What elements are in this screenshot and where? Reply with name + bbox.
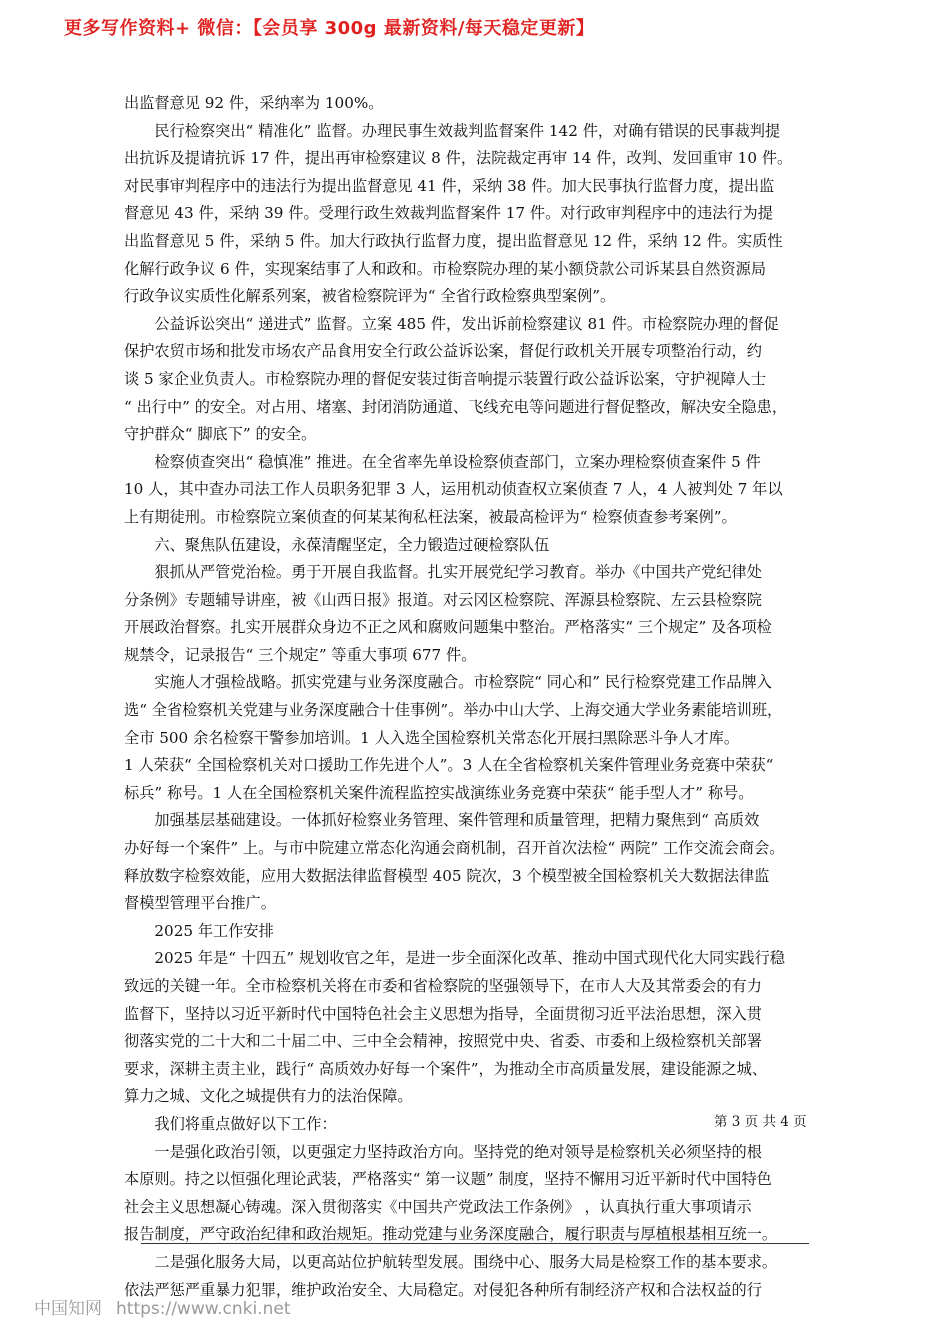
text-line: 标兵” 称号。1 人在全国检察机关案件流程监控实战演练业务竞赛中荣获“ 能手型人才” 称号。 (124, 783, 754, 802)
text-line: 算力之城、文化之城提供有力的法治保障。 (124, 1087, 413, 1106)
text-line: 依法严惩严重暴力犯罪，维护政治安全、大局稳定。对侵犯各种所有制经济产权和合法权益的行 (124, 1280, 762, 1299)
text-line: 本原则。持之以恒强化理论武装，严格落实“ 第一议题” 制度，坚持不懈用习近平新时代中国特色 (124, 1170, 772, 1189)
text-line: 化解行政争议 6 件，实现案结事了人和政和。市检察院办理的某小额贷款公司诉某县自然资源局 (124, 259, 767, 278)
text-line: 保护农贸市场和批发市场农产品食用安全行政公益诉讼案，督促行政机关开展专项整治行动，约 (124, 342, 762, 361)
text-line: 守护群众“ 脚底下” 的安全。 (124, 425, 317, 444)
text-line: 分条例》专题辅导讲座，被《山西日报》报道。对云冈区检察院、浑源县检察院、左云县检察院 (124, 590, 762, 609)
text-line: 上有期徒刑。市检察院立案侦查的何某某徇私枉法案，被最高检评为“ 检察侦查参考案例”。 (124, 507, 737, 526)
text-line: 对民事审判程序中的违法行为提出监督意见 41 件，采纳 38 件。加大民事执行监督力度，提出监 (124, 176, 775, 195)
text-line: 2025 年工作安排 (124, 921, 274, 940)
text-line: 彻落实党的二十大和二十届二中、三中全会精神，按照党中央、省委、市委和上级检察机关部署 (124, 1032, 762, 1051)
text-line: 要求，深耕主责主业，践行“ 高质效办好每一个案件”，为推动全市高质量发展，建设能源之城、 (124, 1059, 768, 1078)
text-line: “ 出行中” 的安全。对占用、堵塞、封闭消防通道、飞线充电等问题进行督促整改，解决安全隐患， (124, 397, 788, 416)
text-line: 致远的关键一年。全市检察机关将在市委和省检察院的坚强领导下，在市人大及其常委会的有力 (124, 977, 762, 995)
text-line: 释放数字检察效能，应用大数据法律监督模型 405 院次，3 个模型被全国检察机关大数据法律监 (124, 866, 770, 885)
text-line: 我们将重点做好以下工作： (124, 1114, 337, 1133)
text-line: 民行检察突出“ 精准化” 监督。办理民事生效裁判监督案件 142 件，对确有错误的民事裁判提 (124, 121, 781, 140)
text-line: 一是强化政治引领，以更强定力坚持政治方向。坚持党的绝对领导是检察机关必须坚持的根 (124, 1142, 762, 1161)
promo-banner: 更多写作资料+ 微信：【会员享 300g 最新资料/每天稳定更新】 (64, 18, 595, 39)
watermark-brand: 中国知网 (34, 1299, 102, 1319)
text-line: 实施人才强检战略。抓实党建与业务深度融合。市检察院“ 同心和” 民行检察党建工作品牌入 (124, 673, 772, 692)
text-line: 出抗诉及提请抗诉 17 件，提出再审检察建议 8 件，法院裁定再审 14 件，改判、发回重审 10 件。 (124, 149, 793, 168)
text-line: 督模型管理平台推广。 (124, 894, 276, 913)
text-line: 二是强化服务大局，以更高站位护航转型发展。围绕中心、服务大局是检察工作的基本要求。 (124, 1252, 778, 1271)
cnki-watermark (34, 1294, 290, 1319)
text-line: 办好每一个案件” 上。与市中院建立常态化沟通会商机制，召开首次法检“ 两院” 工作交流会商会。 (124, 839, 785, 858)
text-line: 规禁令，记录报告“ 三个规定” 等重大事项 677 件。 (124, 645, 477, 664)
text-line: 出监督意见 5 件，采纳 5 件。加大行政执行监督力度，提出监督意见 12 件，采纳 12 件。实质性 (124, 231, 783, 250)
text-line: 选“ 全省检察机关党建与业务深度融合十佳事例”。举办中山大学、上海交通大学业务素能培训班， (124, 701, 783, 720)
page-number: 第 3 页 共 4 页 (714, 1114, 807, 1130)
text-line: 行政争议实质性化解系列案，被省检察院评为“ 全省行政检察典型案例”。 (124, 287, 616, 306)
text-line: 公益诉讼突出“ 递进式” 监督。立案 485 件，发出诉前检察建议 81 件。市检察院办理的督促 (124, 314, 779, 333)
text-line: 检察侦查突出“ 稳慎准” 推进。在全省率先单设检察侦查部门，立案办理检察侦查案件 5 件 (124, 452, 761, 471)
text-line: 全市 500 余名检察干警参加培训。1 人入选全国检察机关常态化开展扫黑除恶斗争人才库。 (124, 728, 740, 747)
text-line: 督意见 43 件，采纳 39 件。受理行政生效裁判监督案件 17 件。对行政审判程序中的违法行为提 (124, 204, 773, 223)
text-line: 1 人荣获“ 全国检察机关对口援助工作先进个人”。3 人在全省检察机关案件管理业务竞赛中荣获“ (124, 756, 774, 775)
text-line: 监督下，坚持以习近平新时代中国特色社会主义思想为指导，全面贯彻习近平法治思想，深入贯 (124, 1004, 762, 1023)
watermark-url: https://www.cnki.net (116, 1299, 291, 1319)
text-line: 六、聚焦队伍建设，永葆清醒坚定，全力锻造过硬检察队伍 (124, 535, 550, 554)
text-line: 出监督意见 92 件，采纳率为 100%。 (124, 94, 384, 112)
text-line: 报告制度，严守政治纪律和政治规矩。推动党建与业务深度融合，履行职责与厚植根基相互统一。 (124, 1225, 778, 1244)
text-line: 狠抓从严管党治检。勇于开展自我监督。扎实开展党纪学习教育。举办《中国共产党纪律处 (124, 563, 762, 582)
text-line: 社会主义思想凝心铸魂。深入贯彻落实《中国共产党政法工作条例》 ，认真执行重大事项请示 (124, 1197, 752, 1216)
footer-divider (141, 1243, 809, 1244)
text-line: 10 人，其中查办司法工作人员职务犯罪 3 人，运用机动侦查权立案侦查 7 人，4 人被判处 7 年以 (124, 480, 783, 499)
text-line: 加强基层基础建设。一体抓好检察业务管理、案件管理和质量管理，把精力聚焦到“ 高质效 (124, 811, 760, 830)
text-line: 谈 5 家企业负责人。市检察院办理的督促安装过街音响提示装置行政公益诉讼案，守护视障人士 (124, 369, 767, 388)
text-line: 2025 年是“ 十四五” 规划收官之年，是进一步全面深化改革、推动中国式现代化大同实践行稳 (124, 949, 785, 968)
text-line: 开展政治督察。扎实开展群众身边不正之风和腐败问题集中整治。严格落实“ 三个规定” 及各项检 (124, 618, 772, 637)
